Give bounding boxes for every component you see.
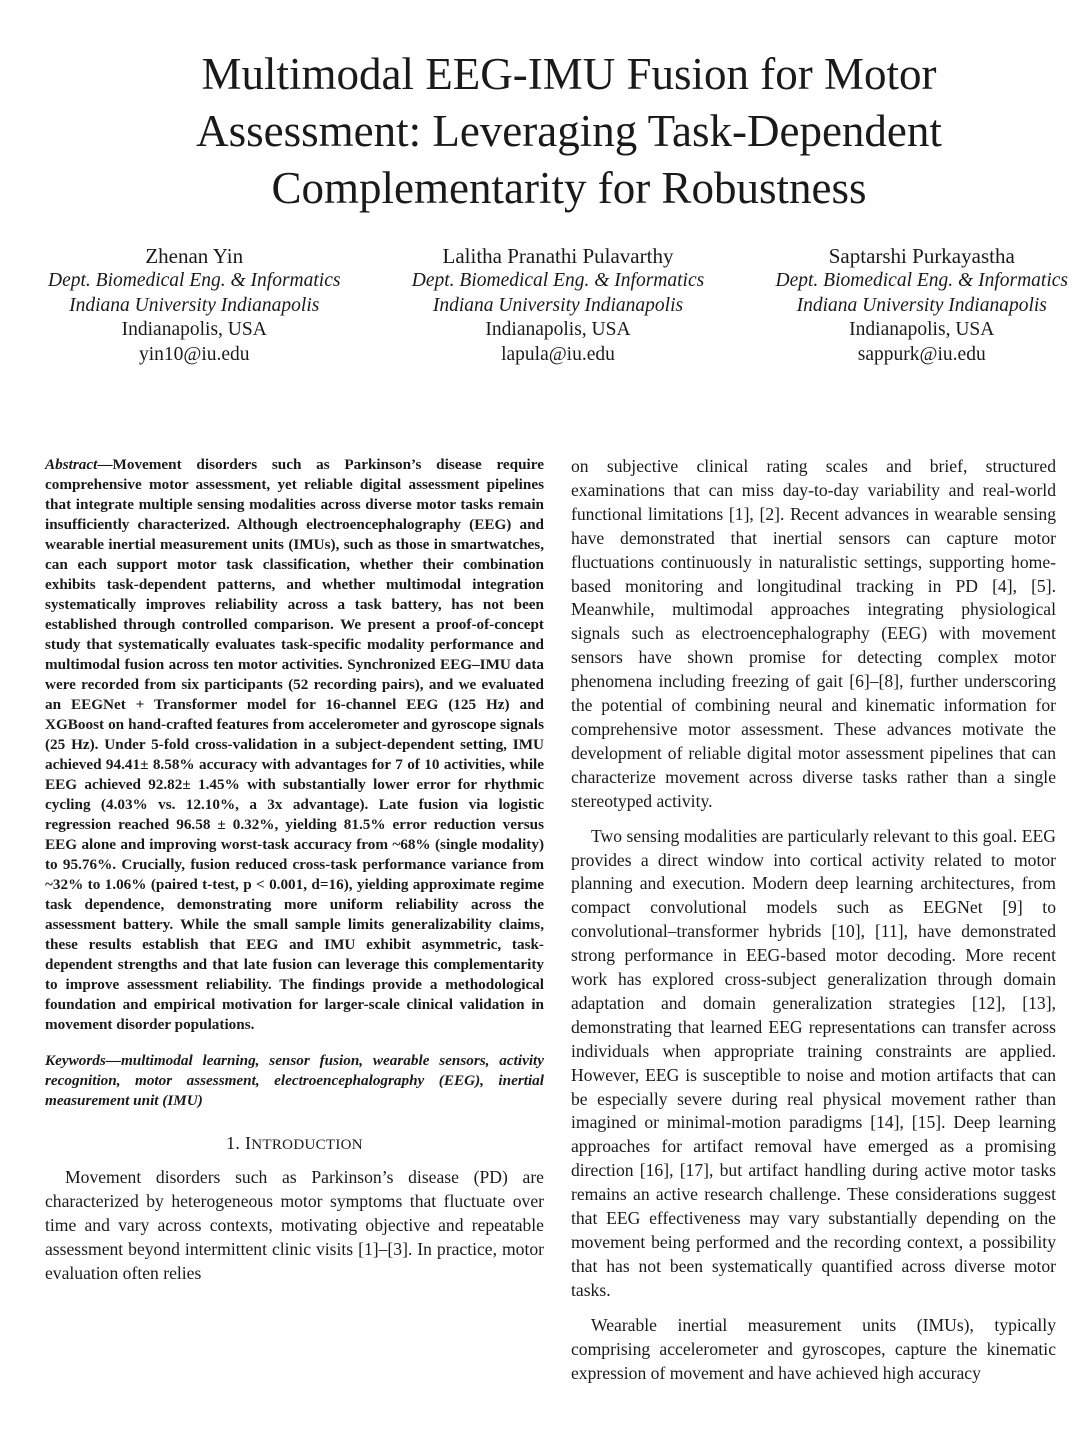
author-university: Indiana University Indianapolis — [69, 294, 320, 316]
keywords — [45, 1051, 544, 1111]
title-line: Assessment: Leveraging Task-Dependent — [196, 106, 942, 156]
author-name: Lalitha Pranathi Pulavarthy — [442, 244, 674, 268]
author-dept: Dept. Biomedical Eng. & Informatics — [48, 270, 341, 291]
author-dept: Dept. Biomedical Eng. & Informatics — [411, 270, 705, 291]
author-email: yin10@iu.edu — [138, 343, 250, 365]
keywords-text: —multimodal learning, sensor fusion, wearable sensors, activity recognition, motor assessment, electroencephalography (EEG), inertial measurement unit (IMU) — [45, 1052, 544, 1109]
abstract — [45, 455, 544, 1035]
right-column — [571, 455, 1056, 1385]
section-title-rest: NTRODUCTION — [251, 1137, 363, 1153]
section-first-letter: I — [244, 1133, 252, 1153]
left-column — [45, 455, 544, 1286]
author-1 — [48, 243, 340, 367]
section-number: 1. — [226, 1133, 241, 1153]
title-line: Complementarity for Robustness — [271, 163, 867, 213]
intro-paragraph-continued: on subjective clinical rating scales and brief, structured examinations that can miss day-to-day variability and real-world functional limitations [1], [2]. Recent advances in wearable sensing have demonstrated that inertial sensors can capture motor fluctuations continuously in naturalistic settings, supporting home-based monitoring and longitudinal tracking in PD [4], [5]. Meanwhile, multimodal approaches integrating physiological signals such as electroencephalography (EEG) with movement sensors have shown promise for detecting complex motor phenomena including freezing of gait [6]–[8], further underscoring the potential of combining neural and kinematic information for comprehensive motor assessment. These advances motivate the development of reliable digital motor assessment pipelines that can characterize movement across diverse tasks rather than a single stereotyped activity. — [571, 456, 1056, 811]
section-heading-introduction — [45, 1133, 544, 1154]
keywords-label: Keywords — [45, 1052, 106, 1069]
author-name: Zhenan Yin — [145, 244, 244, 268]
author-email: sappurk@iu.edu — [857, 343, 986, 365]
author-location: Indianapolis, USA — [849, 319, 995, 340]
author-university: Indiana University Indianapolis — [432, 294, 684, 316]
author-name: Saptarshi Purkayastha — [828, 244, 1015, 268]
abstract-text: —Movement disorders such as Parkinson’s disease require comprehensive motor assessment, yet reliable digital assessment pipelines that integrate multiple sensing modalities across diverse motor tasks remain insufficiently characterized. Although electroencephalography (EEG) and wearable inertial measurement units (IMUs), such as those in smartwatches, can each support motor task classification, whether their combination exhibits task-dependent patterns, and whether multimodal integration systematically improves reliability across a task battery, has not been established through controlled comparison. We present a proof-of-concept study that systematically evaluates task-specific modality performance and multimodal fusion across ten motor activities. Synchronized EEG–IMU data were recorded from six participants (52 recording pairs), and we evaluated an EEGNet + Transformer model for 16-channel EEG (125 Hz) and XGBoost on hand-crafted features from accelerometer and gyroscope signals (25 Hz). Under 5-fold cross-validation in a subject-dependent setting, IMU achieved 94.41± 8.58% accuracy with advantages for 7 of 10 activities, while EEG achieved 92.82± 1.45% with substantially lower error for rhythmic cycling (4.03% vs. 12.10%, a 3x advantage). Late fusion via logistic regression reached 96.58 ± 0.32%, yielding 81.5% error reduction versus EEG alone and improving worst-task accuracy from ~68% (single modality) to 95.76%. Crucially, fusion reduced cross-task performance variance from ~32% to 1.06% (paired t-test, p < 0.001, d=16), yielding approximate regime task dependence, demonstrating more uniform reliability across the assessment battery. While the small sample limits generalizability claims, these results establish that EEG and IMU exhibit asymmetric, task-dependent strengths and that late fusion can leverage this complementarity to improve assessment reliability. The findings provide a methodological foundation and empirical motivation for larger-scale clinical validation in movement disorder populations. — [45, 456, 544, 1033]
author-location: Indianapolis, USA — [485, 319, 631, 340]
author-university: Indiana University Indianapolis — [796, 294, 1047, 316]
abstract-label: Abstract — [45, 456, 98, 473]
title-line: Multimodal EEG-IMU Fusion for Motor — [201, 49, 937, 99]
author-2 — [412, 243, 704, 367]
author-block — [48, 243, 1068, 367]
intro-paragraph-eeg: Two sensing modalities are particularly relevant to this goal. EEG provides a direct window into cortical activity related to motor planning and execution. Modern deep learning architectures, from compact convolutional models such as EEGNet [9] to convolutional–transformer hybrids [10], [11], have demonstrated strong performance in EEG-based motor decoding. More recent work has explored cross-subject generalization through domain adaptation and domain generalization strategies [12], [13], demonstrating that learned EEG representations can transfer across individuals when appropriate training constraints are applied. However, EEG is susceptible to noise and motion artifacts that can be especially severe during real physical movement rather than imagined or minimal-motion paradigms [14], [15]. Deep learning approaches for artifact removal have emerged as a promising direction [16], [17], but artifact handling during active motor tasks remains an active research challenge. These considerations suggest that EEG effectiveness may vary substantially depending on the movement being performed and the recording context, a possibility that has not been systematically quantified across diverse motor tasks. — [571, 825, 1056, 1300]
author-location: Indianapolis, USA — [121, 319, 267, 340]
intro-paragraph-imu: Wearable inertial measurement units (IMUs), typically comprising accelerometer and gyroscopes, capture the kinematic expression of movement and have achieved high accuracy — [571, 1314, 1056, 1383]
author-3 — [776, 243, 1068, 367]
author-email: lapula@iu.edu — [501, 343, 615, 365]
intro-paragraph: Movement disorders such as Parkinson’s disease (PD) are characterized by heterogeneous motor symptoms that fluctuate over time and vary across contexts, motivating objective and repeatable assessment beyond intermittent clinic visits [1]–[3]. In practice, motor evaluation often relies — [45, 1167, 544, 1283]
paper-title — [60, 46, 1078, 217]
author-dept: Dept. Biomedical Eng. & Informatics — [775, 270, 1068, 291]
